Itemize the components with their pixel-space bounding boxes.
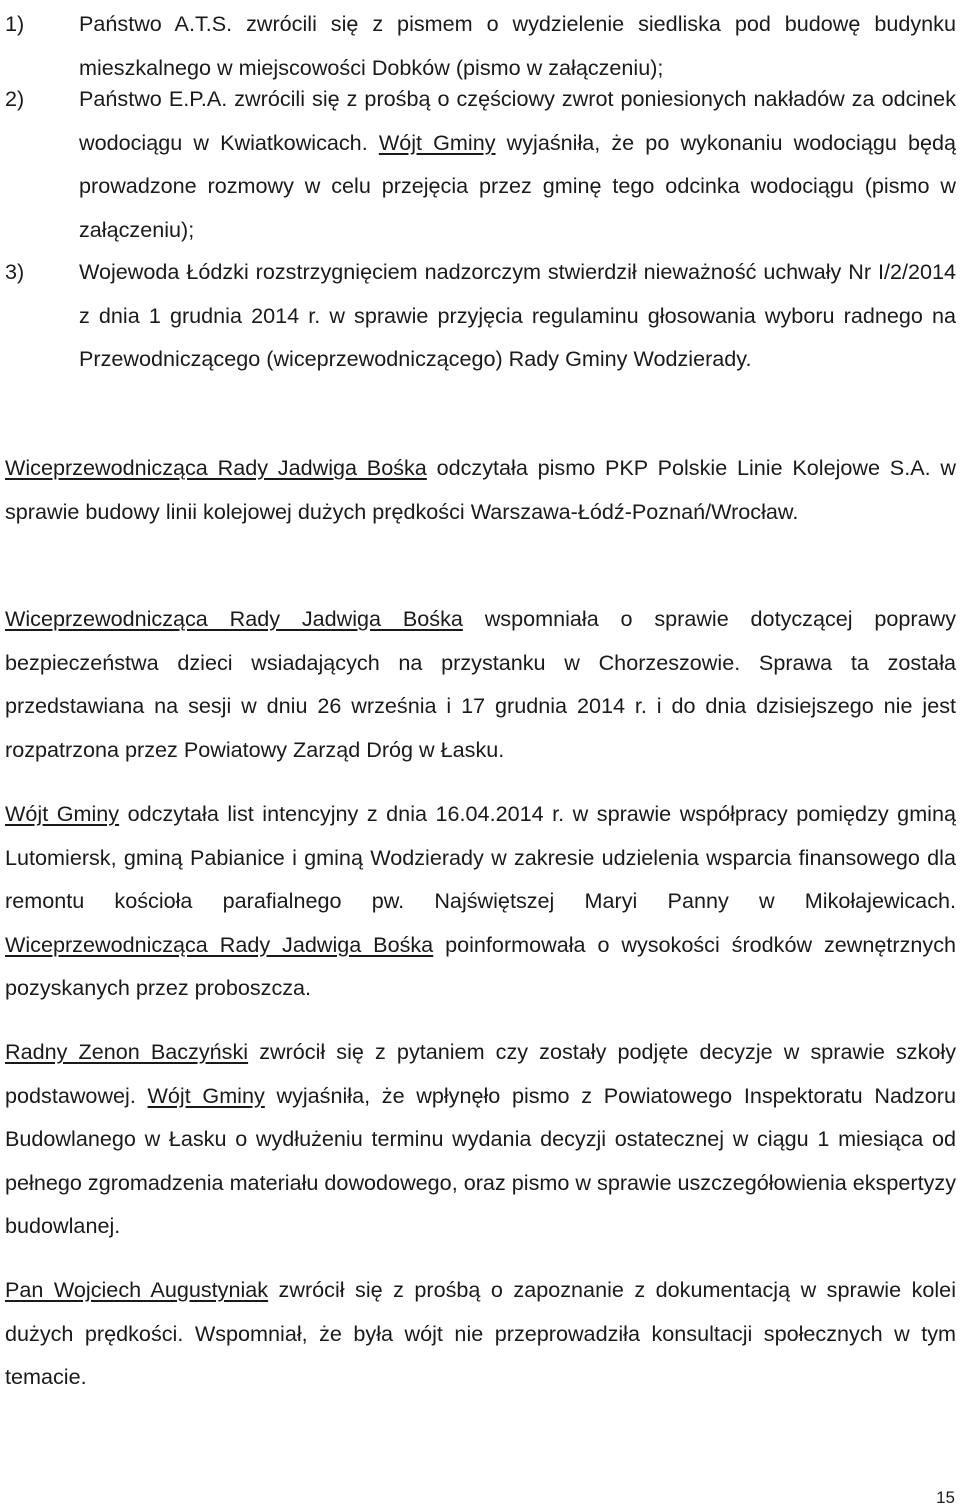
paragraph-4: [5, 1030, 956, 1248]
speaker-name: Wiceprzewodnicząca Rady Jadwiga Bośka: [5, 606, 463, 631]
paragraph-text: zwrócił się z pytaniem czy zostały podjęte decyzje w sprawie szkoły podstawowej.: [5, 1039, 957, 1108]
list-item-3: [5, 250, 956, 381]
paragraph-2: [5, 597, 956, 771]
paragraph-text: poinformowała o wysokości środków zewnętrznych pozyskanych przez proboszcza.: [5, 931, 956, 1000]
list-text-part: wyjaśniła, że po wykonaniu wodociągu będą prowadzone rozmowy w celu przejęcia przez gminę tego odcinka wodociągu (pismo w załączeniu);: [79, 129, 957, 242]
list-text: [5, 77, 956, 251]
speaker-name: Wiceprzewodnicząca Rady Jadwiga Bośka: [5, 931, 434, 957]
list-number: 1): [5, 11, 25, 36]
list-item-1: [5, 2, 956, 89]
speaker-name: Wójt Gminy: [378, 129, 496, 155]
list-number: 2): [5, 86, 25, 111]
speaker-name: Wójt Gminy: [5, 801, 120, 826]
speaker-name: Radny Zenon Baczyński: [5, 1039, 249, 1064]
list-number: 3): [5, 259, 25, 284]
speaker-name: Wiceprzewodnicząca Rady Jadwiga Bośka: [5, 455, 427, 480]
paragraph-5: [5, 1268, 956, 1399]
speaker-name: Wójt Gminy: [147, 1082, 265, 1108]
list-item-2: [5, 77, 956, 251]
page-number: 15: [936, 1488, 955, 1507]
paragraph-text: zwrócił się z prośbą o zapoznanie z dokumentacją w sprawie kolei dużych prędkości. Wspomniał, że była wójt nie przeprowadziła konsultacji społecznych w tym temacie.: [5, 1277, 956, 1389]
paragraph-1: [5, 446, 956, 533]
speaker-name: Pan Wojciech Augustyniak: [5, 1277, 269, 1302]
paragraph-3: [5, 792, 956, 1010]
paragraph-text: odczytała pismo PKP Polskie Linie Kolejowe S.A. w sprawie budowy linii kolejowej dużych prędkości Warszawa-Łódź-Poznań/Wrocław.: [5, 455, 956, 524]
paragraph-text: odczytała list intencyjny z dnia 16.04.2014 r. w sprawie współpracy pomiędzy gminą Lutomiersk, gminą Pabianice i gminą Wodzierady w zakresie udzielenia wsparcia finansowego dla remontu kościoła parafialnego pw. Najświętszej Maryi Panny w Mikołajewicach.: [5, 801, 956, 913]
list-text: Państwo A.T.S. zwrócili się z pismem o wydzielenie siedliska pod budowę budynku mieszkalnego w miejscowości Dobków (pismo w załączeniu);: [79, 11, 956, 80]
list-text: Wojewoda Łódzki rozstrzygnięciem nadzorczym stwierdził nieważność uchwały Nr I/2/2014 z dnia 1 grudnia 2014 r. w sprawie przyjęcia regulaminu głosowania wyboru radnego na Przewodniczącego (wiceprzewodniczącego) Rady Gminy Wodzierady.: [79, 259, 956, 371]
list-text-part: Państwo E.P.A. zwrócili się z prośbą o częściowy zwrot poniesionych nakładów za odcinek wodociągu w Kwiatkowicach.: [79, 86, 956, 155]
paragraph-text: wyjaśniła, że wpłynęło pismo z Powiatowego Inspektoratu Nadzoru Budowlanego w Łasku o wydłużeniu terminu wydania decyzji ostatecznej w ciągu 1 miesiąca od pełnego zgromadzenia materiału dowodowego, oraz pismo w sprawie uszczegółowienia ekspertyzy budowlanej.: [5, 1082, 956, 1238]
paragraph-text: wspomniała o sprawie dotyczącej poprawy bezpieczeństwa dzieci wsiadających na przystanku w Chorzeszowie. Sprawa ta została przedstawiana na sesji w dniu 26 września i 17 grudnia 2014 r. i do dnia dzisiejszego nie jest rozpatrzona przez Powiatowy Zarząd Dróg w Łasku.: [5, 606, 956, 762]
